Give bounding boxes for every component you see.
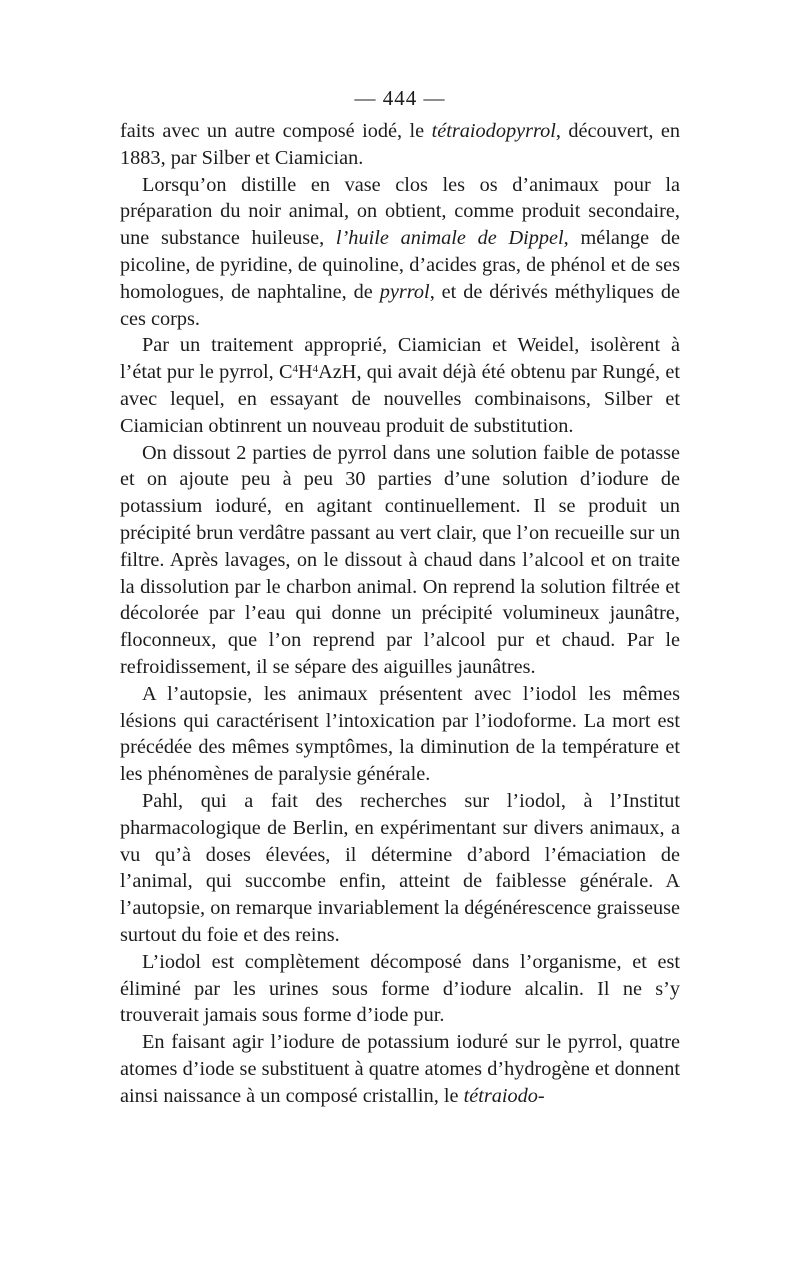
- paragraph: [120, 118, 680, 172]
- paragraph: [120, 788, 680, 949]
- body-text: [120, 118, 680, 1109]
- italic-term: pyrrol: [379, 280, 430, 303]
- text-run: faits avec un autre composé iodé, le: [120, 120, 432, 142]
- paragraph: [120, 332, 680, 439]
- italic-term: tétraiodo-: [463, 1084, 545, 1107]
- text-run: , et de dérivés méthyliques de ces corps.: [120, 280, 680, 330]
- text-run: , mélange de picoline, de pyridine, de quinoline, d’acides gras, de phénol et de ses homologues, de naphtaline, de: [120, 227, 680, 303]
- subscript-index: 4: [292, 363, 298, 376]
- text-run: A l’autopsie, les animaux présentent avec l’iodol les mêmes lésions qui caractérisent l’intoxication par l’iodoforme. La mort est précédée des mêmes symptômes, la diminution de la température et les phénomènes de paralysie générale.: [120, 682, 680, 786]
- text-run: , découvert, en 1883, par Silber et Ciamician.: [120, 120, 680, 169]
- text-run: H: [298, 361, 313, 384]
- text-run: On dissout 2 parties de pyrrol dans une solution faible de potasse et on ajoute peu à peu 30 parties d’une solution d’iodure de potassium ioduré, en agitant continuellement. Il se produit un précipité brun verdâtre passant au vert clair, que l’on recueille sur un filtre. Après lavages, on le dissout à chaud dans l’alcool et on traite la dissolution par le charbon animal. On reprend la solution filtrée et décolorée par l’eau qui donne un précipité volumineux jaunâtre, floconneux, que l’on reprend par l’alcool pur et chaud. Par le refroidissement, il se sépare des aiguilles jaunâtres.: [120, 441, 680, 678]
- text-run: Pahl, qui a fait des recherches sur l’iodol, à l’Institut pharmacologique de Berlin, en expérimentant sur divers animaux, a vu qu’à doses élevées, il détermine d’abord l’émaciation de l’animal, qui succombe enfin, atteint de faiblesse générale. A l’autopsie, on remarque invariablement la dégénérescence graisseuse surtout du foie et des reins.: [120, 789, 680, 946]
- paragraph: [120, 681, 680, 788]
- text-run: En faisant agir l’iodure de potassium ioduré sur le pyrrol, quatre atomes d’iode se substituent à quatre atomes d’hydrogène et donnent ainsi naissance à un composé cristallin, le: [120, 1031, 680, 1107]
- text-run: Lorsqu’on distille en vase clos les os d’animaux pour la préparation du noir animal, on obtient, comme produit secondaire, une substance huileuse,: [120, 173, 680, 250]
- paragraph: [120, 172, 680, 333]
- text-run: L’iodol est complètement décomposé dans l’organisme, et est éliminé par les urines sous forme d’iodure alcalin. Il ne s’y trouverait jamais sous forme d’iode pur.: [120, 950, 680, 1027]
- paragraph: [120, 440, 680, 681]
- subscript-index: 4: [312, 363, 319, 376]
- page-number: — 444 —: [354, 86, 446, 110]
- italic-term: tétraiodopyrrol: [431, 120, 556, 142]
- paragraph: [120, 949, 680, 1029]
- text-run: AzH, qui avait déjà été obtenu par Rungé, et avec lequel, en essayant de nouvelles combinaisons, Silber et Ciamician obtinrent un nouveau produit de substitution.: [120, 361, 681, 437]
- paragraph: [120, 1029, 680, 1109]
- text-run: Par un traitement approprié, Ciamician et Weidel, isolèrent à l’état pur le pyrrol, C: [120, 334, 680, 384]
- italic-term: l’huile animale de Dippel: [335, 227, 564, 250]
